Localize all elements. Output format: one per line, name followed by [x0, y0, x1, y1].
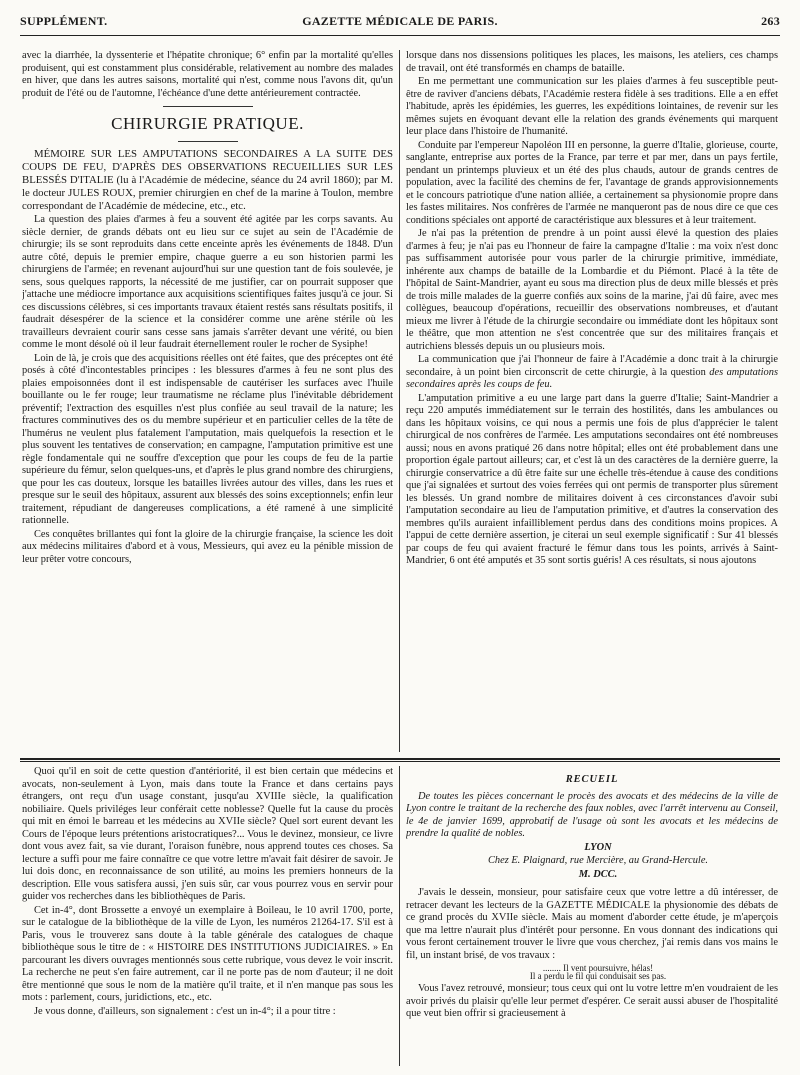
- recueil-city: LYON: [584, 841, 612, 853]
- italic-phrase: des amputations secondaires après les coups de feu.: [406, 366, 778, 390]
- section-title: CHIRURGIE PRATIQUE.: [111, 114, 304, 133]
- feuilleton-left: [22, 766, 393, 1066]
- body-paragraph: Loin de là, je crois que des acquisitions réelles ont été faites, que des préceptes ont été posés à côté d'incontestables principes : les blessures d'armes à feu ne sont plus des plaies empoisonnées dont il est indispensable de cautériser les surfaces avec l'huile bouillante ou le fer rouge; leur traumatisme ne réclame plus l'inévitable débridement préventif; l'extraction des esquilles n'est plus confiée au seul travail de la nature; les fractures comminutives des os du membre supérieur et en particulier celles de la tête de l'humérus ne veulent plus fatalement l'amputation, mais quelquefois la resection et le plus souvent les tentatives de conservation; en campagne, l'amputation primitive est une règle fondamentale qui ne souffre d'exception que pour les coups de feu de la partie supérieure du fémur, selon quelques-uns, et d'après le plus grand nombre des chirurgiens, que pour les cas douteux, lorsque les batailles livrées autour des villes, dans les rues et presque sur le seuil des hôpitaux, assurent aux blessés des soins exceptionnels; enfin leur traitement, répudiant de dangereuses complications, a été ramené à une simplicité rationnelle.: [22, 352, 393, 526]
- body-paragraph: lorsque dans nos dissensions politiques les places, les maisons, les ateliers, ces champs de travail, ont été transformés en champs de bataille.: [406, 50, 778, 74]
- recueil-title: RECUEIL: [565, 774, 619, 785]
- right-column: [406, 50, 778, 750]
- body-paragraph: [406, 354, 778, 392]
- column-divider: [399, 50, 400, 752]
- recueil-description: De toutes les pièces concernant le procès des avocats et des médecins de la ville de Lyon contre le traitant de la recherche des faux nobles, avec l'arrêt intervenu au Conseil, le 4e de janvier 1699, approbatif de l'usage où sont les avocats et les médecins de prendre la qualité de nobles.: [406, 790, 778, 839]
- body-paragraph: Je n'ai pas la prétention de prendre à un point aussi élevé la question des plaies d'armes à feu; je n'ai pas eu l'honneur de faire la campagne d'Italie : ma voix n'est donc pas suffisamment autorisée pour vous parler de la chirurgie primitive, immédiate, inhérente aux champs de bataille de la Lombardie et du Piémont. Placé à la tête de l'hôpital de Saint-Mandrier, ayant eu sous ma direction plus de deux mille blessés et près de trois mille malades de la guerre confiés aux soins de la marine, j'ai dû faire, avec mes collègues, beaucoup d'opérations, recueillir des observations nombreuses, et d'autant mieux me livrer à l'étude de la chirurgie secondaire ou immédiate dont les hôpitaux sont le théâtre, que mon attention ne s'est concentrée que sur des militaires français et autrichiens blessés depuis un ou plusieurs mois.: [406, 228, 778, 352]
- section-divider: [163, 106, 253, 107]
- verse-line: ........ Il vent poursuivre, hélas!: [542, 963, 654, 973]
- body-paragraph: En me permettant une communication sur les plaies d'armes à feu susceptible peut-être de raviver d'anciens débats, l'Académie restera fidèle à ses traditions. Elle a en effet l'habitude, après les épidémies, les guerres, les expéditions lointaines, de revenir sur les mêmes sujets en évoquant devant elle la relation des grands événements qui marquent leur place dans l'histoire de l'humanité.: [406, 76, 778, 137]
- paragraph-text: La communication que j'ai l'honneur de faire à l'Académie a donc trait à la chirurgie secondaire, à un point bien circonscrit de cette chirurgie, à la question: [406, 354, 778, 378]
- feuilleton-right: [406, 766, 778, 1066]
- recueil-year: M. DCC.: [578, 868, 618, 880]
- body-paragraph: La question des plaies d'armes à feu a souvent été agitée par les corps savants. Au siècle dernier, de grands débats ont eu lieu sur ce sujet au sein de l'Académie de chirurgie; ils se sont reproduits dans cette enceinte après les événements de 1848. D'un autre côté, depuis le premier empire, chaque guerre a eu son historien parmi les chirurgiens de l'armée; en revenant aujourd'hui sur une question tant de fois soulevée, je sens, sous quelques rapports, la nécessité de me justifier, car on pourrait supposer que j'attache une médiocre importance aux acquisitions scientifiques faites jusqu'à ce jour. Si ces discussions célèbres, si ces importants travaux étaient restés sans résultats positifs, il faudrait désespérer de la science et la considérer comme une arène stérile où les travailleurs devraient courir sans cesse sans jamais s'arrêter devant une vérité, ou bien comme le mont désolé où il leur faudrait éternellement rouler le rocher de Sysiphe!: [22, 214, 393, 350]
- intro-paragraph: avec la diarrhée, la dyssenterie et l'hépatite chronique; 6° enfin par la mortalité qu'elles produisent, qui est constamment plus considérable, relativement au nombre des malades en hiver, que dans les autres saisons, mortalité qui n'est, comme nous l'avons dit, qu'un produit de l'été ou de l'automne, l'échéance d'une dette antérieurement contractée.: [22, 50, 393, 99]
- feuilleton-rule-thin: [20, 761, 780, 762]
- body-paragraph: Conduite par l'empereur Napoléon III en personne, la guerre d'Italie, glorieuse, courte, sanglante, entreprise aux portes de la France, par terre et par mer, dans un pays fertile, pendant un printemps pluvieux et un été des plus chauds, autour de grands centres de population, avec la facilité des chemins de fer, l'avantage de grands approvisionnements et le concours patriotique d'une nation alliée, a certainement sa physionomie propre dans les fastes militaires. Nos confrères de l'armée ne manqueront pas de nous dire ce que ces conditions spéciales ont apporté de caractéristique aux blessures et à leur traitement.: [406, 139, 778, 226]
- left-column: [22, 50, 393, 750]
- recueil-publisher: Chez E. Plaignard, rue Mercière, au Grand-Hercule.: [487, 855, 709, 866]
- feuilleton-paragraph: Vous l'avez retrouvé, monsieur; tous ceux qui ont lu votre lettre m'en voudraient de les avoir privés du plaisir qu'elle leur permet d'espérer. Ce serait aussi abuser de l'hospitalité que veut bien offrir si gracieusement à: [406, 983, 778, 1019]
- feuilleton-paragraph: J'avais le dessein, monsieur, pour satisfaire ceux que votre lettre a dû intéresser, de retracer devant les lecteurs de la GAZETTE MÉDICALE la physionomie des débats de ce grand procès du XVIIe siècle. Mais au moment d'aborder cette étude, je m'aperçois que ma lettre n'aurait plus d'intérêt pour personne. En vous donnant des indications qui vous feront certainement trouver le livre que vous cherchez, j'ai remis dans vos mains le fil, un instant brisé, de vos travaux :: [406, 887, 778, 961]
- verse-line: Il a perdu le fil qui conduisait ses pas.: [529, 971, 667, 981]
- feuilleton-paragraph: Cet in-4°, dont Brossette a envoyé un exemplaire à Boileau, le 10 avril 1700, porte, sur le catalogue de la bibliothèque de la ville de Lyon, les numéros 21264-17. S'il est à Paris, vous le trouverez sans doute à la table générale des catalogues de chaque bibliothèque sous le titre de : « HISTOIRE DES INSTITUTIONS JUDICIAIRES. » En parcourant les divers ouvrages mentionnés sous cette rubrique, vous devez le voir inscrit. La recherche ne peut s'en faire autrement, car il ne porte pas de nom d'auteur; il ne doit être mentionné que sous le nom de la matière qu'il traite, et il n'en manque pas sous les mots : parlement, cours, juridictions, etc., etc.: [22, 904, 393, 1003]
- memoire-heading: MÉMOIRE SUR LES AMPUTATIONS SECONDAIRES A LA SUITE DES COUPS DE FEU, D'APRÈS DES OBSERVATIONS RECUEILLIES SUR LES BLESSÉS D'ITALIE (lu à l'Académie de médecine, séance du 24 avril 1860); par M. le docteur JULES ROUX, premier chirurgien en chef de la marine à Toulon, membre correspondant de l'Académie de médecine, etc., etc.: [22, 148, 393, 212]
- feuilleton-paragraph: Quoi qu'il en soit de cette question d'antériorité, il est bien certain que médecins et avocats, non-seulement à Lyon, mais dans toute la France et dans certains pays étrangers, ont reçu d'un usage constant, jusqu'au XVIIIe siècle, la qualification nobiliaire. Quels priviléges leur conférait cette noblesse? Quelle fut la cause du procès qui mit en émoi le barreau et les médecins au XVIIe siècle? Quel sort eurent devant les Cours de l'époque leurs prétentions aristocratiques?... Vous le devinez, monsieur, ce livre dont vous avez fait, sa vie durant, l'oraison funèbre, nous apprend toutes ces choses. Sa lecture a suffi pour me faire connaître ce que votre lettre m'avait fait désirer de savoir. Je lui dois donc, en reconnaissance de son utilité, au moins les premiers honneurs de la description. Elle vous satisfera aussi, j'en suis sûr, car vous pourrez vous en servir pour guider vos recherches dans les bibliothèques de Paris.: [22, 766, 393, 902]
- header-supplement: SUPPLÉMENT.: [20, 14, 108, 28]
- body-paragraph: Ces conquêtes brillantes qui font la gloire de la chirurgie française, la science les doit aux médecins militaires d'abord et à vous, Messieurs, qui avez eu la pénible mission de leur prêter votre concours,: [22, 528, 393, 565]
- feuilleton-paragraph: Je vous donne, d'ailleurs, son signalement : c'est un in-4°; il a pour titre :: [34, 1005, 336, 1017]
- body-paragraph: L'amputation primitive a eu une large part dans la guerre d'Italie; Saint-Mandrier a reçu 220 amputés immédiatement sur le terrain des hostilités, dans les ambulances ou dans les hôpitaux voisins, ce qui nous a permis une fois de plus d'apprécier le talent chirurgical de nos confrères de l'armée. Les amputations secondaires ont été nombreuses aussi; nous en avons pratiqué 26 dans notre hôpital; elles ont été probablement dans une proportion égale partout ailleurs; car, et c'est là un des caractères de la dernière guerre, la chirurgie conservatrice a dû être faite sur une échelle très-étendue à cause des conditions que j'ai signalées et surtout des voies ferrées qui ont permis de transporter plus sûrement les blessés. Un grand nombre de militaires doivent à ces circonstances d'avoir subi l'amputation secondaire au lieu de l'amputation primitive, et d'autres la conservation des membres qu'ils auraient infailliblement perdus dans des conditions moins propices. A l'appui de cette dernière assertion, je citerai un seul exemple significatif : Sur 41 blessés par coups de feu qui avaient fracturé le fémur dans tous les points, arrivés à Saint-Mandrier, 6 ont été amputés et 35 sont sortis guéris! A ces résultats, si nous ajoutons: [406, 392, 778, 566]
- feuilleton-rule: [20, 758, 780, 760]
- feuilleton-divider: [399, 766, 400, 1066]
- page-header: [20, 15, 780, 36]
- page-number: 263: [761, 14, 780, 28]
- journal-title: GAZETTE MÉDICALE DE PARIS.: [302, 14, 498, 28]
- title-divider: [178, 141, 238, 142]
